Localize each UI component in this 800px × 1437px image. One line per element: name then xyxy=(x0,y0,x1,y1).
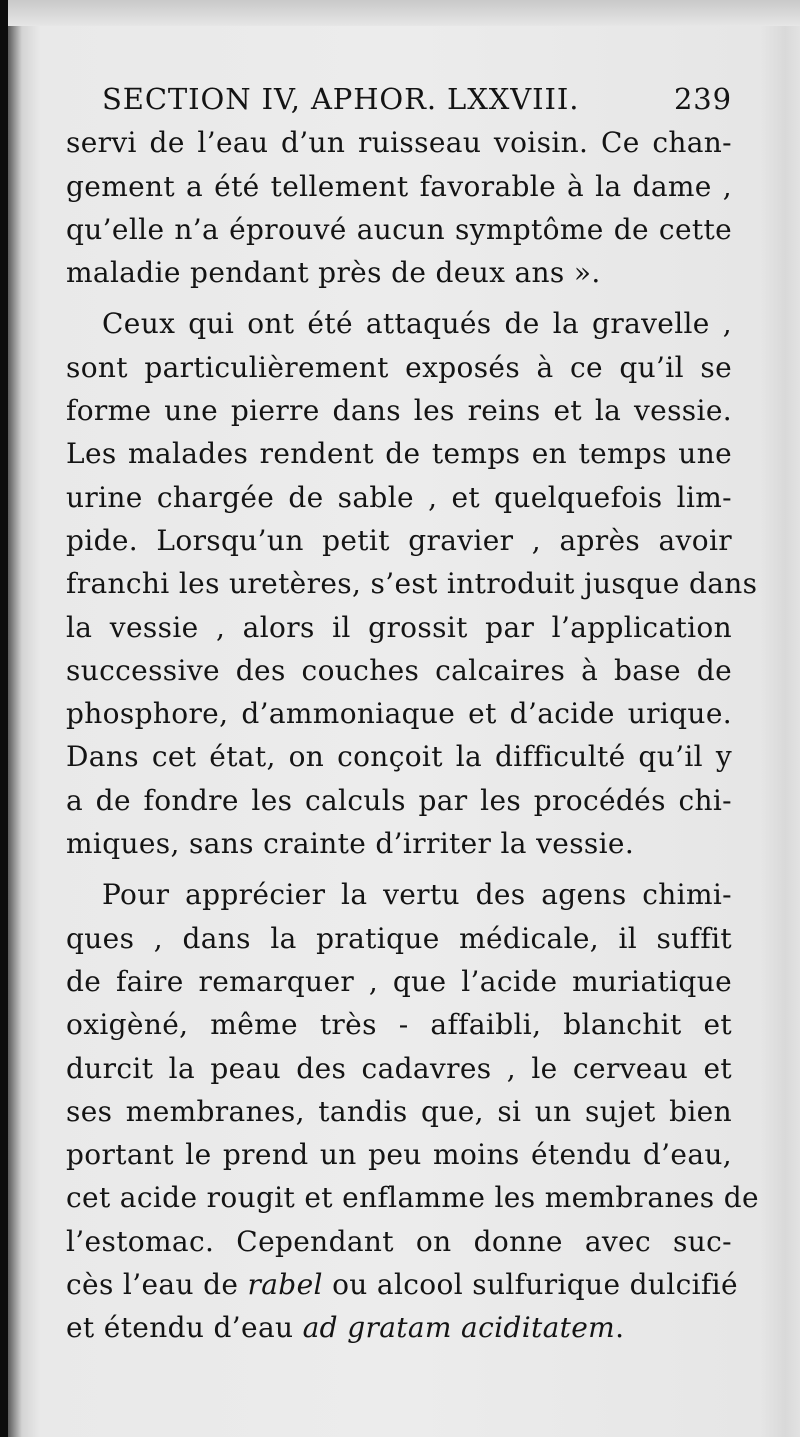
text-line: phosphore, d’ammoniaque et d’acide urique. xyxy=(66,697,732,731)
text-line: pide. Lorsqu’un petit gravier , après avoir xyxy=(66,523,732,557)
text-line: sont particulièrement exposés à ce qu’il se xyxy=(66,350,732,384)
page-top-edge xyxy=(0,0,800,26)
paragraph-3 xyxy=(66,873,759,1349)
text-line: franchi les uretères, s’est introduit jusque dans xyxy=(66,567,758,601)
text-line: Pour apprécier la vertu des agens chimi- xyxy=(102,878,732,912)
text-segment: . xyxy=(615,1311,625,1345)
text-line: durcit la peau des cadavres , le cerveau et xyxy=(66,1051,732,1085)
italic-term: rabel xyxy=(247,1268,323,1302)
text-line: gement a été tellement favorable à la dame , xyxy=(66,169,732,203)
page-text xyxy=(66,78,759,1350)
text-line: Les malades rendent de temps en temps une xyxy=(66,437,732,471)
italic-latin-phrase: ad gratam aciditatem xyxy=(302,1311,616,1345)
text-line: maladie pendant près de deux ans ». xyxy=(66,256,601,290)
text-line: la vessie , alors il grossit par l’application xyxy=(66,610,732,644)
text-line: ses membranes, tandis que, si un sujet bien xyxy=(66,1094,732,1128)
final-text-line xyxy=(66,1306,732,1349)
text-line: forme une pierre dans les reins et la vessie. xyxy=(66,394,732,428)
text-line: successive des couches calcaires à base de xyxy=(66,653,732,687)
paragraph-2 xyxy=(66,302,758,865)
text-line: cet acide rougit et enflamme les membranes de xyxy=(66,1181,759,1215)
text-line-with-italic xyxy=(66,1263,738,1306)
text-line: qu’elle n’a éprouvé aucun symptôme de cette xyxy=(66,212,732,246)
text-line: ques , dans la pratique médicale, il suffit xyxy=(66,921,732,955)
text-line: l’estomac. Cependant on donne avec suc- xyxy=(66,1224,732,1258)
book-spine-shadow xyxy=(0,0,8,1437)
text-line: oxigèné, même très - affaibli, blanchit et xyxy=(66,1008,732,1042)
text-line: Ceux qui ont été attaqués de la gravelle , xyxy=(102,307,732,341)
page-number: 239 xyxy=(673,82,732,116)
text-line: a de fondre les calculs par les procédés chi- xyxy=(66,783,732,817)
text-line: de faire remarquer , que l’acide muriatique xyxy=(66,964,732,998)
paragraph-gap xyxy=(66,294,732,302)
running-title: SECTION IV, APHOR. LXXVIII. xyxy=(102,82,580,116)
text-segment: et étendu d’eau xyxy=(66,1311,303,1345)
text-line: Dans cet état, on conçoit la difficulté qu’il y xyxy=(66,740,732,774)
paragraph-gap xyxy=(66,865,732,873)
text-line: urine chargée de sable , et quelquefois lim- xyxy=(66,480,732,514)
text-segment: cès l’eau de xyxy=(66,1268,248,1302)
text-line: servi de l’eau d’un ruisseau voisin. Ce chan- xyxy=(66,126,732,160)
running-header xyxy=(66,78,732,121)
text-line: miques, sans crainte d’irriter la vessie. xyxy=(66,827,635,861)
paragraph-1 xyxy=(66,121,732,294)
text-segment: ou alcool sulfurique dulcifié xyxy=(322,1268,738,1302)
text-line: portant le prend un peu moins étendu d’eau, xyxy=(66,1138,732,1172)
